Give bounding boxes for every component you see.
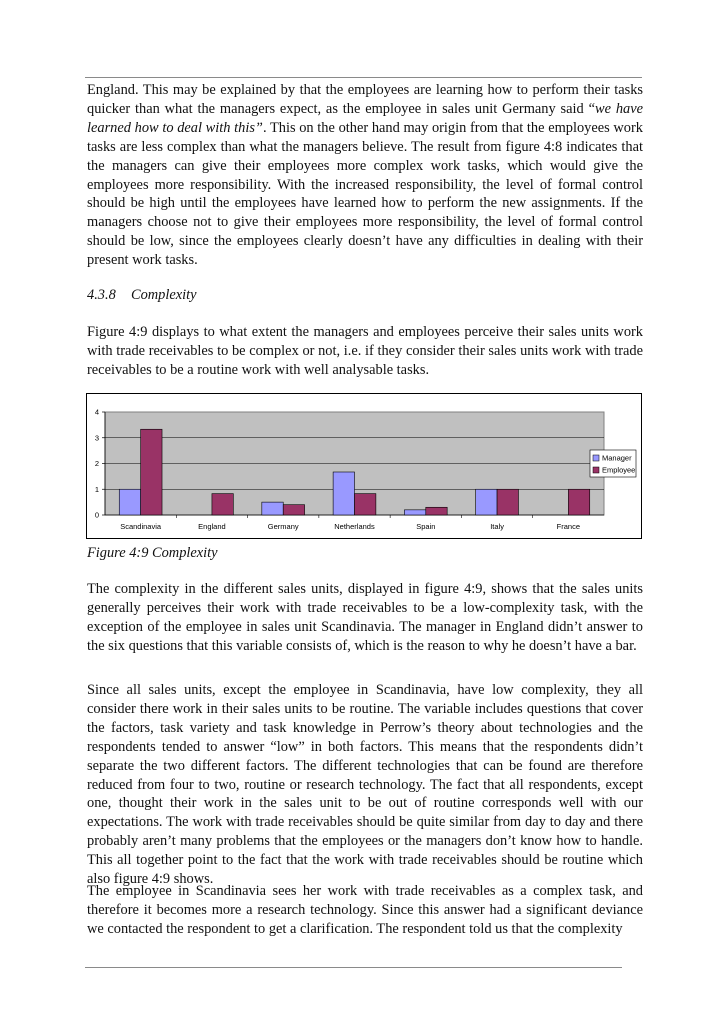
legend-label-employee: Employee (602, 465, 636, 475)
paragraph-figure-intro: Figure 4:9 displays to what extent the managers and employees perceive their sales units work with trade receivables to be complex or not, i.e. if they consider their sales units work with trade receivables to be a routine work with well analysable tasks. (87, 324, 643, 378)
bar-employee (212, 494, 233, 515)
paragraph-complexity-results: The complexity in the different sales units, displayed in figure 4:9, shows that the sales units generally perceives their work with trade receivables to be a low-complexity task, with the exception of the employee in sales unit Scandinavia. The manager in England didn’t answer to the six questions that this variable consists of, which is the reason to why he doesn’t have a bar. (87, 581, 643, 654)
y-tick-label: 4 (94, 407, 99, 417)
y-tick-label: 3 (94, 433, 99, 443)
figure-caption: Figure 4:9 Complexity (87, 545, 218, 561)
y-tick-label: 1 (94, 484, 99, 494)
paragraph-routine: Since all sales units, except the employee in Scandinavia, have low complexity, they all consider there work in their sales units to be routine. The variable includes questions that cover the factors, task variety and task knowledge in Perrow’s theory about technologies and the respondents tended to answer “low” in both factors. This means that the respondents didn’t separate the two different factors. The different technologies that can be found are therefore reduced from four to two, routine or research technology. The fact that all respondents, except one, thought their work in the sales unit to be out of routine corresponds well with our expectations. The work with trade receivables should be quite similar from day to day and there probably aren’t many problems that the employees or the managers don’t know how to handle. This all together point to the fact that the work with trade receivables should be routine which also figure 4:9 shows. (87, 682, 643, 888)
header-rule (85, 77, 642, 78)
bar-employee (141, 429, 162, 515)
x-category-label: Netherlands (334, 522, 375, 531)
x-category-label: Spain (416, 522, 436, 531)
x-category-label: Scandinavia (120, 522, 162, 531)
legend-label-manager: Manager (602, 453, 632, 463)
bar-employee (355, 494, 376, 515)
bar-manager (262, 502, 283, 515)
bar-manager (333, 472, 354, 515)
bar-manager (119, 489, 140, 515)
bar-manager (404, 510, 425, 515)
section-heading (87, 287, 197, 304)
y-tick-label: 0 (94, 510, 99, 520)
paragraph-england: England. This may be explained by that the employees are learning how to perform their tasks quicker than what the managers expect, as the employee in sales unit Germany said “we have learned how to deal with this”. This on the other hand may origin from that the employees work tasks are less complex than what the managers believe. The result from figure 4:8 indicates that the managers can give their employees more complex work tasks, which would give the employees more responsibility. With the increased responsibility, the level of formal control should be high until the employees have learned how to perform the new assignments. If the managers choose not to give their employees more responsibility, the level of formal control should be low, since the employees clearly doesn’t have any difficulties in dealing with their present work tasks. (87, 82, 643, 269)
chart-canvas (87, 394, 643, 540)
y-tick-label: 2 (94, 459, 99, 468)
section-number: 4.3.8 (87, 287, 116, 303)
complexity-chart (86, 393, 642, 539)
bar-employee (283, 505, 304, 515)
bar-employee (426, 507, 447, 515)
footer-rule (85, 967, 622, 968)
bar-manager (476, 489, 497, 515)
x-category-label: England (198, 522, 226, 531)
legend-swatch-manager (593, 455, 599, 461)
section-title: Complexity (131, 287, 197, 303)
bar-employee (568, 489, 589, 515)
x-category-label: Germany (267, 522, 299, 531)
legend-swatch-employee (593, 467, 599, 473)
paragraph-scandinavia: The employee in Scandinavia sees her work with trade receivables as a complex task, and therefore it becomes more a research technology. Since this answer had a significant deviance we contacted the respondent to get a clarification. The respondent told us that the complexity (87, 883, 643, 937)
x-category-label: France (556, 522, 581, 531)
x-category-label: Italy (490, 522, 504, 531)
bar-employee (497, 489, 518, 515)
